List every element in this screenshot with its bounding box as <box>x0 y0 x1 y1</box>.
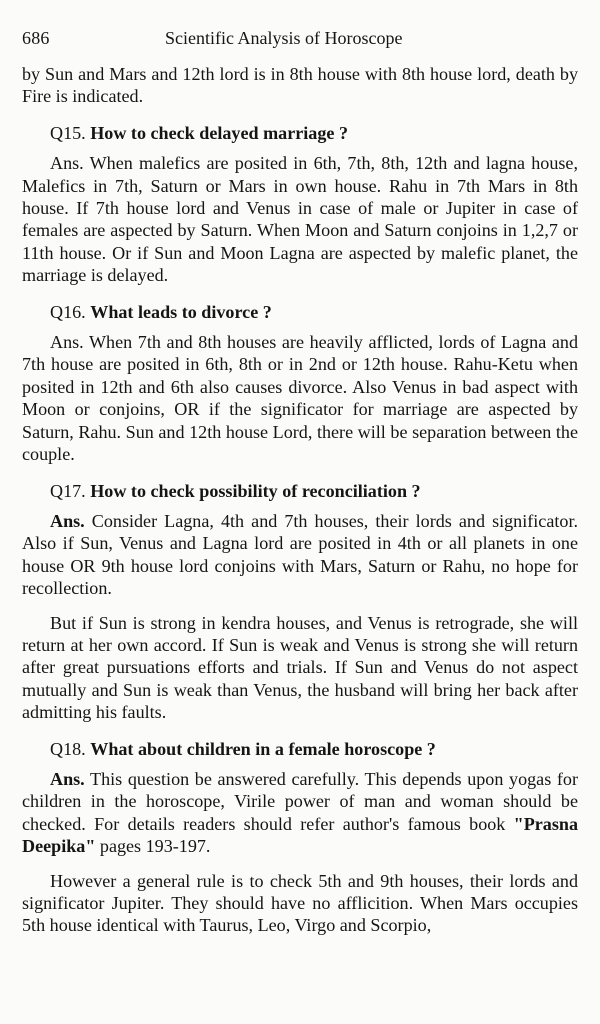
question-16 <box>50 301 578 323</box>
question-15 <box>50 122 578 144</box>
question-18-number: Q18. <box>50 738 86 759</box>
answer-15-label: Ans. <box>50 153 84 174</box>
question-16-text: What leads to divorce ? <box>90 301 272 322</box>
running-title: Scientific Analysis of Horoscope <box>165 28 403 48</box>
paragraph-spacer-2 <box>22 858 578 870</box>
question-16-number: Q16. <box>50 301 86 322</box>
intro-text: by Sun and Mars and 12th lord is in 8th house with 8th house lord, death by Fire is indicated. <box>22 64 578 107</box>
answer-15-text: When malefics are posited in 6th, 7th, 8th, 12th and lagna house, Malefics in 7th, Saturn or Mars in own house. Rahu in 7th Mars in 8th house. If 7th house lord and Venus in case of male or Jupiter in case of females are aspected by Saturn. When Moon and Saturn conjoins in 1,2,7 or 11th house. Or if Sun and Moon Lagna are aspected by malefic planet, the marriage is delayed. <box>22 153 578 286</box>
answer-16-text: When 7th and 8th houses are heavily afflicted, lords of Lagna and 7th house are posited in 6th, 8th or in 2nd or 12th house. Rahu-Ketu when posited in 12th and 6th also causes divorce. Also Venus in bad aspect with Moon or conjoins, OR if the significator for marriage are aspected by Saturn, Rahu. Sun and 12th house Lord, there will be separation between the couple. <box>22 332 578 465</box>
answer-18-followup-text: However a general rule is to check 5th and 9th houses, their lords and significator Jupiter. They should have no afflicition. When Mars occupies 5th house identical with Taurus, Leo, Virgo and Scorpio, <box>22 870 578 936</box>
answer-17-followup-text: But if Sun is strong in kendra houses, and Venus is retrograde, she will return at her own accord. If Sun is weak and Venus is strong she will return after great pursuations efforts and trials. If Sun and Venus do not aspect mutually and Sun is weak than Venus, the husband will bring her back after admitting his faults. <box>22 612 578 723</box>
intro-paragraph <box>22 63 578 108</box>
answer-18-text-before-reference: This question be answered carefully. This depends upon yogas for children in the horoscope, Virile power of man and woman should be checked. For details readers should refer author's famous book <box>22 768 579 834</box>
answer-17-label: Ans. <box>50 510 85 531</box>
page-number: 686 <box>22 28 50 48</box>
question-18 <box>50 738 578 760</box>
book-reference: "Prasna Deepika" <box>22 813 578 857</box>
answer-16-paragraph <box>22 331 578 465</box>
answer-18-label: Ans. <box>50 768 85 789</box>
answer-18-paragraph <box>22 768 578 858</box>
question-17 <box>50 480 578 502</box>
question-18-text: What about children in a female horoscope ? <box>90 738 436 759</box>
answer-17-followup <box>22 612 578 724</box>
answer-18-followup <box>22 870 578 937</box>
answer-18-text-after-reference: pages 193-197. <box>95 836 211 857</box>
answer-16-label: Ans. <box>50 332 84 353</box>
page-header <box>22 24 578 52</box>
question-15-text: How to check delayed marriage ? <box>90 122 349 143</box>
question-17-number: Q17. <box>50 480 86 501</box>
answer-17-paragraph <box>22 510 578 600</box>
book-page <box>22 24 578 1004</box>
question-17-text: How to check possibility of reconciliation ? <box>90 480 421 501</box>
answer-17-text: Consider Lagna, 4th and 7th houses, their lords and significator. Also if Sun, Venus and Lagna lord are posited in 4th or all planets in one house OR 9th house lord conjoins with Mars, Saturn or Rahu, no hope for recollection. <box>22 510 578 599</box>
question-15-number: Q15. <box>50 122 86 143</box>
paragraph-spacer <box>22 600 578 612</box>
answer-15-paragraph <box>22 152 578 286</box>
page-content <box>22 63 578 937</box>
